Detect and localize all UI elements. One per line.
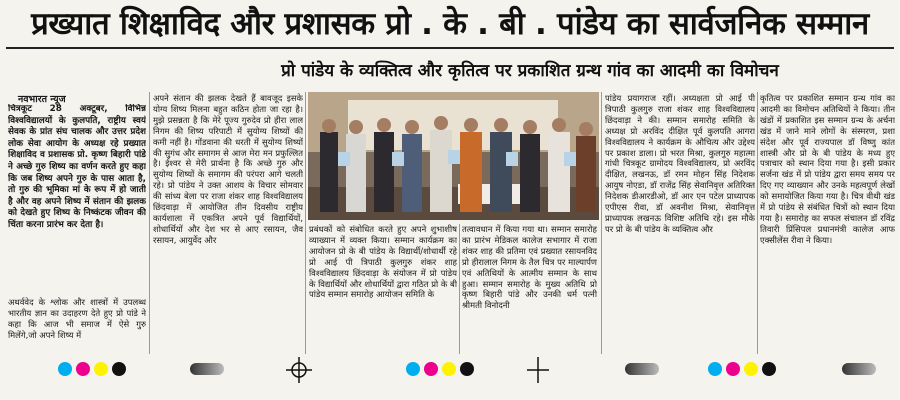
- magenta-dot: [424, 362, 438, 376]
- black-dot: [762, 362, 776, 376]
- headline-rule: [6, 47, 894, 49]
- cyan-dot: [708, 362, 722, 376]
- subheadline: प्रो पांडेय के व्यक्तित्व और कृतित्व पर प्रकाशित ग्रन्थ गांव का आदमी का विमोचन: [281, 61, 779, 81]
- column-3-right: [462, 224, 597, 352]
- gray-scale-bar: [190, 363, 224, 375]
- body-paragraph: अथर्ववेद के श्लोक और शास्त्रों में उपलब्ध भारतीय ज्ञान का उदाहरण देते हुए प्रो पांडे ने कहा कि आज भी समाज में ऐसे गुरु मिलेंगे,जो अपने शिष्य में: [8, 297, 146, 340]
- photo-illustration: [308, 92, 599, 220]
- body-paragraph: तत्वावधान में किया गया था। सम्मान समारोह का प्रारंभ मेडिकल कालेज सभागार में राजा शंकर शाह की प्रतिमा एवं प्रख्यात रसायनविद प्रो हीरालाल निगम के तैल चित्र पर माल्यार्पण एवं अतिथियों के आत्मीय सम्मान के साथ हुआ। सम्मान समारोह के मुख्य अतिथि प्रो कृष्ण बिहारी पांडे और उनकी धर्म पत्नी श्रीमती विनोदनी: [462, 224, 597, 311]
- event-photo: [308, 92, 599, 220]
- column-divider: [601, 92, 602, 354]
- dateline: नवभारत न्यूज: [18, 94, 66, 105]
- gray-scale-bar: [625, 363, 659, 375]
- column-3-left: [309, 224, 457, 352]
- gray-scale-bar: [842, 363, 876, 375]
- column-divider: [305, 92, 306, 354]
- body-paragraph: अपने संतान की झलक देखते हैं बावजूद इसके योग्य शिष्य मिलना बहुत कठिन होता जा रहा है। मुझे प्रसन्नता है कि मेरे पूज्य गुरुदेव प्रो हीरा लाल निगम की शिष्य परिपाटी में सुयोग्य शिष्यों की कमी नहीं है। गोंडवाना की धरती में सुयोग्य शिष्यों की सुगंध और समागम से आज मेरा मन प्रफुल्लित है। ईश्वर से मेरी प्रार्थना है कि अच्छे गुरु और सुयोग्य शिष्यों के समागम की परंपरा आगे चलती रहे। प्रो पांडेय ने उक्त आशय के विचार सोमवार की सांध्य बेला पर राजा शंकर शाह विश्वविद्यालय छिंदवाड़ा में आयोजित तीन दिवसीय राष्ट्रीय कार्यशाला में एकत्रित अपने पूर्व विद्यार्थियों, शोधार्थियों और देश भर से आए रसायन, जैव रसायन, आयुर्वेद और: [153, 93, 303, 245]
- print-registration-marks: [0, 357, 900, 383]
- column-divider: [459, 224, 460, 354]
- column-divider: [149, 92, 150, 354]
- body-paragraph: पांडेय प्रयागराज रहीं। अध्यक्षता प्रो आई पी त्रिपाठी कुलगुरु राजा शंकर शाह विश्वविद्यालय छिंदवाड़ा ने की। सम्मान समारोह समिति के अध्यक्ष प्रो अरविंद दीक्षित पूर्व कुलपति आगरा विश्वविद्यालय ने कार्यक्रम के औचित्य और उद्देश्य पर प्रकाश डाला। प्रो भरत मिश्रा, कुलगुरु महात्मा गांधी चित्रकूट ग्रामोदय विश्वविद्यालय, प्रो अरविंद दीक्षित, लखनऊ, डॉ रमन मोहन सिंह निदेशक आयुष नोएडा, डॉ राजेंद्र सिंह सेवानिवृत्त अतिरिक्त निदेशक डीआरडीओ, डॉ आर एन पटेल प्राध्यापक एपीएस रीवा, डॉ अवनीश मिश्रा, सेवानिवृत्त प्राध्यापक लखनऊ विशिष्ट अतिथि रहे। इस मौके पर प्रो के बी पांडेय के व्यक्तित्व और: [605, 93, 755, 234]
- column-4: [605, 93, 755, 352]
- cyan-dot: [406, 362, 420, 376]
- column-1-body: [8, 297, 146, 352]
- yellow-dot: [744, 362, 758, 376]
- yellow-dot: [94, 362, 108, 376]
- magenta-dot: [726, 362, 740, 376]
- lead-paragraph: चित्रकूट 28 अक्टूबर, विभिन्न विश्वविद्यालयों के कुलपति, राष्ट्रीय स्वयं सेवक के प्रांत संघ चालक और उत्तर प्रदेश लोक सेवा आयोग के अध्यक्ष रहे प्रख्यात शिक्षाविद व प्रशासक प्रो. कृष्ण बिहारी पांडे ने अच्छे गुरु शिष्य का वर्णन करते हुए कहा कि जब शिष्य अपने गुरु के पास आता है, तो गुरु की भूमिका मां के रूप में हो जाती है और वह अपने शिष्य में संतान की झलक को देखते हुए शिष्य के निष्कंटक जीवन की चिंता करना प्रारंभ कर देता है।: [8, 104, 146, 230]
- black-dot: [460, 362, 474, 376]
- crosshair-icon: [525, 357, 551, 383]
- column-2: [153, 93, 303, 352]
- black-dot: [112, 362, 126, 376]
- body-paragraph: कृतित्व पर प्रकाशित सम्मान ग्रन्थ गांव का आदमी का विमोचन अतिथियों ने किया। तीन खंडों में प्रकाशित इस सम्मान ग्रन्थ के अर्चना खंड में जाने माने लोगों के संस्मरण, प्रशा संदेश और पूर्व राज्यपाल डॉ विष्णु कांत शास्त्री और प्रो के बी पांडेय के मध्य हुए पत्राचार को स्थान दिया गया है। इसी प्रकार सर्जना खंड में प्रो पांडेय द्वारा समय समय पर दिए गए व्याख्यान और उनके महत्वपूर्ण लेखों को समायोजित किया गया है। चित्र वीथी खंड में प्रो पांडेय से संबंधित चित्रों को स्थान दिया गया है। समारोह का सफल संचालन डॉ रविंद्र तिवारी प्रिंसिपल प्रधानमंत्री कालेज आफ एक्सीलेंस रीवा ने किया।: [760, 93, 895, 245]
- body-paragraph: प्रबंधकों को संबोधित करते हुए अपने शुभाशीष व्याख्यान में व्यक्त किया। सम्मान कार्यक्रम का आयोजन प्रो के बी पांडेय के विद्यार्थी/शोधार्थी रहे प्रो आई पी त्रिपाठी कुलगुरु शंकर शाह विश्वविद्यालय छिंदवाड़ा के संयोजन में प्रो पांडेय के विद्यार्थियों और शोधार्थियों द्वारा गठित प्रो के बी पांडेय सम्मान समारोह आयोजन समिति के: [309, 224, 457, 300]
- column-divider: [757, 92, 758, 354]
- headline: प्रख्यात शिक्षाविद और प्रशासक प्रो . के . बी . पांडेय का सार्वजनिक सम्मान: [31, 6, 869, 42]
- cyan-dot: [58, 362, 72, 376]
- column-1-lead: [8, 104, 146, 294]
- magenta-dot: [76, 362, 90, 376]
- yellow-dot: [442, 362, 456, 376]
- crosshair-icon: [284, 357, 314, 383]
- column-5: [760, 93, 895, 352]
